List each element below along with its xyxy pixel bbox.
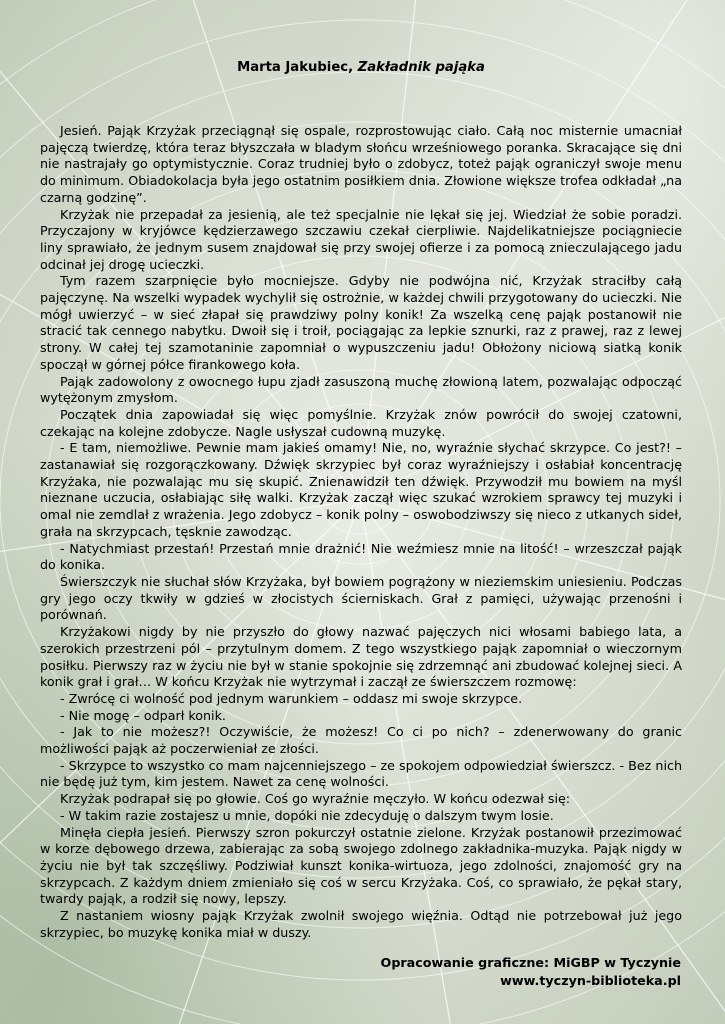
- paragraph: - Jak to nie możesz?! Oczywiście, że możesz! Co ci po nich? – zdenerwowany do granic możliwości pająk aż poczerwieniał ze złości.: [40, 724, 682, 757]
- paragraph: Krzyżak podrapał się po głowie. Coś go wyraźnie męczyło. W końcu odezwał się:: [60, 791, 571, 807]
- paragraph: Jesień. Pająk Krzyżak przeciągnął się ospale, rozprostowując ciało. Całą noc misternie umacniał pajęczą twierdzę, która teraz błyszczała w bladym słońcu wrześniowego poranka. Skracające się dni nie nastrajały go optymistycznie. Coraz trudniej było o zdobycz, toteż pająk ograniczył swoje menu do minimum. Obiadokolacja była jego ostatnim posiłkiem dnia. Złowione większe trofea odkładał „na czarną godzinę”.: [40, 123, 682, 205]
- story-title: Zakładnik pająka: [357, 60, 485, 75]
- paragraph: Minęła ciepła jesień. Pierwszy szron pokurczył ostatnie zielone. Krzyżak postanowił przezimować w korze dębowego drzewa, zabierając za sobą swojego zdolnego zakładnika-muzyka. Pająk nigdy w życiu nie był tak szczęśliwy. Podziwiał kunszt konika-wirtuoza, jego zdolności, znajomość gry na skrzypcach. Z każdym dniem zmieniało się coś w sercu Krzyżaka. Coś, co sprawiało, że pękał stary, twardy pająk, a rodził się nowy, lepszy.: [40, 824, 682, 907]
- title-separator: ,: [348, 60, 358, 75]
- document-body: [40, 60, 682, 941]
- paragraph: Pająk zadowolony z owocnego łupu zjadł zasuszoną muchę złowioną latem, pozwalając odpocząć wytężonym zmysłom.: [40, 373, 682, 406]
- paragraph: - Zwrócę ci wolność pod jednym warunkiem – oddasz mi swoje skrzypce.: [60, 690, 523, 706]
- paragraph: Świerszczyk nie słuchał słów Krzyżaka, był bowiem pogrążony w nieziemskim uniesieniu. Podczas gry jego oczy tkwiły w gdzieś w złocistych ścierniskach. Grał z pamięci, używając przenośni i porównań.: [40, 573, 682, 623]
- paragraph: - Nie mogę – odparł konik.: [60, 707, 226, 723]
- story-text: [40, 123, 682, 941]
- paragraph: - Natychmiast przestań! Przestań mnie drażnić! Nie weźmiesz mnie na litość! – wrzeszczał pająk do konika.: [40, 540, 682, 573]
- footer: [381, 954, 681, 990]
- paragraph: Krzyżak nie przepadał za jesienią, ale też specjalnie nie lękał się jej. Wiedział że sobie poradzi. Przyczajony w kryjówce kędzierzawego szczawiu czekał cierpliwie. Najdelikatniejsze pociągniecie liny sprawiało, że jednym susem znajdował się przy swojej ofierze i za pomocą znieczulającego jadu odcinał jej drogę ucieczki.: [40, 206, 682, 272]
- paragraph: Z nastaniem wiosny pająk Krzyżak zwolnił swojego więźnia. Odtąd nie potrzebował już jego skrzypiec, bo muzykę konika miał w duszy.: [40, 908, 682, 940]
- website-link[interactable]: www.tyczyn-biblioteka.pl: [500, 973, 681, 988]
- paragraph: - W takim razie zostajesz u mnie, dopóki nie zdecyduję o dalszym twym losie.: [60, 807, 554, 823]
- document-title: [40, 60, 682, 75]
- paragraph: - E tam, niemożliwe. Pewnie mam jakieś omamy! Nie, no, wyraźnie słychać skrzypce. Co jest?! – zastanawiał się rozgorączkowany. Dźwięk skrzypiec był coraz wyraźniejszy i osłabiał koncentrację Krzyżaka, nie pozwalając mu się skupić. Znienawidził ten dźwięk. Przywodził mu bowiem na myśl nieznane uczucia, osłabiając siłę walki. Krzyżak zaczął więc szukać wzrokiem sprawcy tej muzyki i omal nie zemdlał z wrażenia. Jego zdobycz – konik polny – oswobodziwszy się nieco z utkanych sideł, grała na skrzypcach, tęsknie zawodząc.: [40, 440, 682, 539]
- paragraph: Tym razem szarpnięcie było mocniejsze. Gdyby nie podwójna nić, Krzyżak straciłby całą pajęczynę. Na wszelki wypadek wychylił się ostrożnie, w każdej chwili przygotowany do ucieczki. Nie mógł uwierzyć – w sieć złapał się prawdziwy polny konik! Za wszelką cenę pająk postanowił nie stracić tak cennego nabytku. Dwoił się i troił, pociągając za lepkie sznurki, raz z prawej, raz z lewej strony. W całej tej szamotaninie zapomniał o wypuszczeniu jadu! Obłożony niciową siatką konik spoczął w górnej półce firankowego koła.: [40, 273, 682, 372]
- paragraph: - Skrzypce to wszystko co mam najcenniejszego – ze spokojem odpowiedział świerszcz. - Bez nich nie będę już tym, kim jestem. Nawet za cenę wolności.: [40, 757, 682, 790]
- graphic-credit: Opracowanie graficzne: MiGBP w Tyczynie: [380, 955, 681, 970]
- author-name: Marta Jakubiec: [237, 60, 349, 75]
- paragraph: Krzyżakowi nigdy by nie przyszło do głowy nazwać pajęczych nici włosami babiego lata, a szerokich przestrzeni pól – przytulnym domem. Z tego wszystkiego pająk zapomniał o wieczornym posiłku. Pierwszy raz w życiu nie był w stanie spokojnie się zdrzemnąć ani zbudować kolejnej sieci. A konik grał i grał… W końcu Krzyżak nie wytrzymał i zaczął ze świerszczem rozmowę:: [40, 624, 682, 690]
- paragraph: Początek dnia zapowiadał się więc pomyślnie. Krzyżak znów powrócił do swojej czatowni, czekając na kolejne zdobycze. Nagle usłyszał cudowną muzykę.: [40, 406, 682, 439]
